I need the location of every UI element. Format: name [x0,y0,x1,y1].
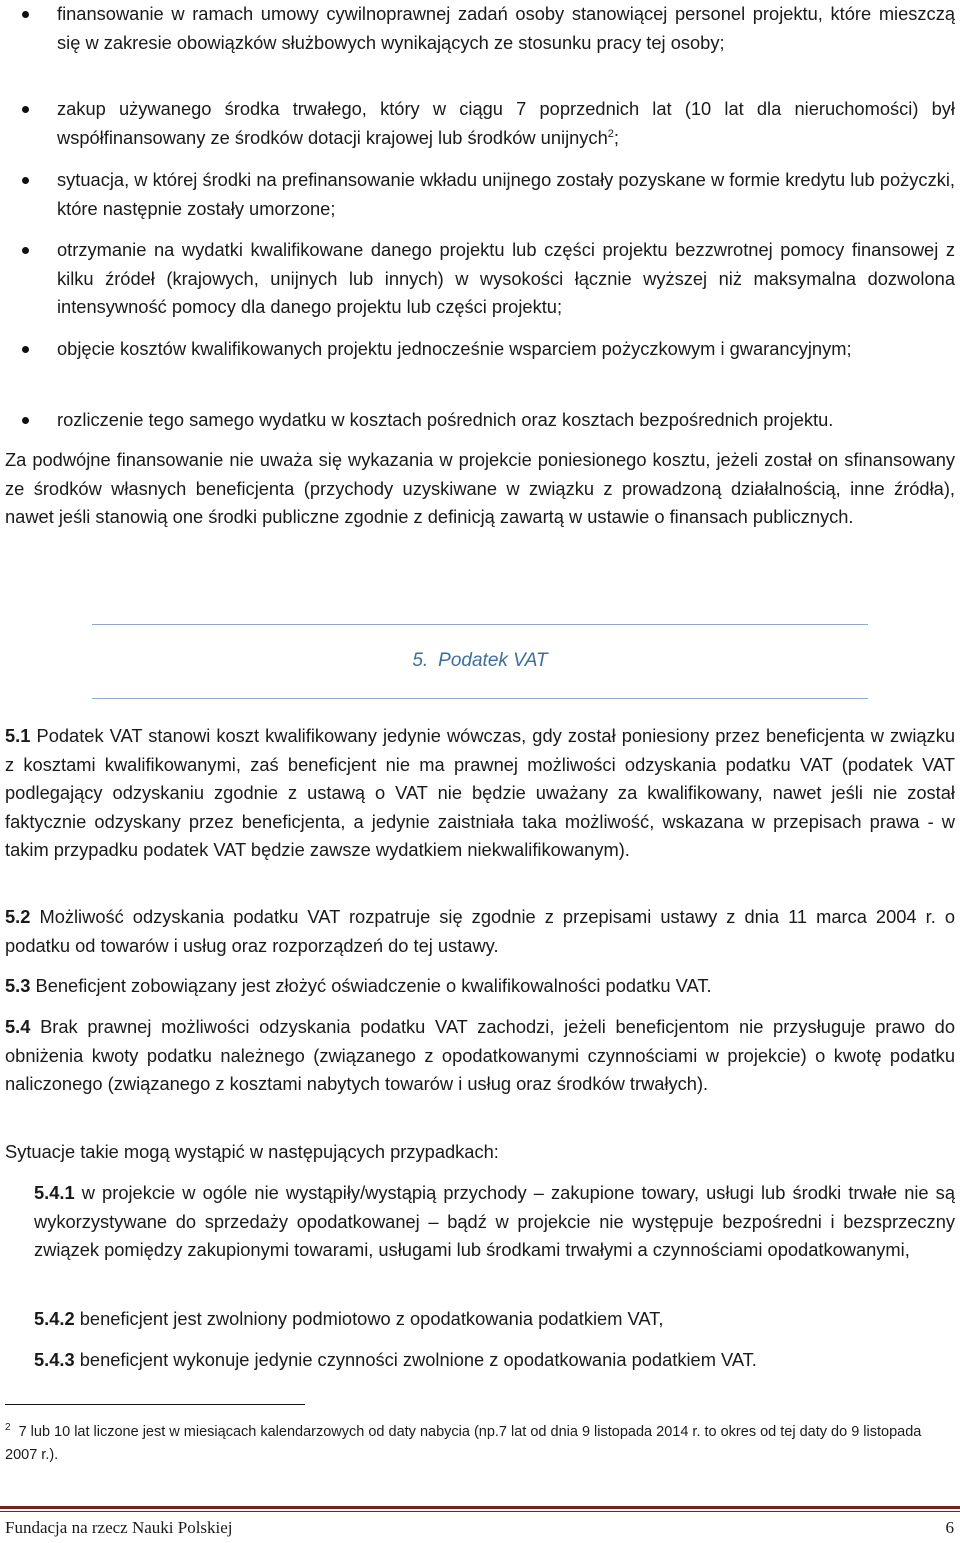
footer-rule-thin [0,1511,960,1512]
bullet-icon [22,177,29,184]
footnote-ref[interactable]: 2 [607,127,614,140]
bullet-icon [22,11,29,18]
list-item-text: otrzymanie na wydatki kwalifikowane danego projektu lub części projektu bezzwrotnej pomocy finansowej z kilku źródeł (krajowych, unijnych lub innych) w wysokości łącznie wyższej niż maksymalna dozwolona intensywność pomocy dla danego projektu lub części projektu; [57,239,955,317]
bullet-icon [22,247,29,254]
heading-rule-top [92,624,868,625]
situations-intro: Sytuacje takie mogą wystąpić w następujących przypadkach: [5,1141,499,1162]
list-item-text: sytuacja, w której środki na prefinansowanie wkładu unijnego zostały pozyskane w formie kredytu lub pożyczki, które następnie zostały umorzone; [57,169,955,219]
list-item-text: objęcie kosztów kwalifikowanych projektu jednocześnie wsparciem pożyczkowym i gwarancyjnym; [57,338,852,359]
footnote-separator [5,1404,305,1405]
page-number: 6 [945,1518,954,1537]
bullet-icon [22,346,29,353]
footnote-mark: 2 [5,1422,11,1433]
bullet-icon [22,106,29,113]
subpoint-5-4-1: 5.4.1 w projekcie w ogóle nie wystąpiły/wystąpią przychody – zakupione towary, usługi lub środki trwałe nie są wykorzystywane do sprzedaży opodatkowanej – bądź w projekcie nie występuje bezpośredni i bezsprzeczny związek pomiędzy zakupionymi towarami, usługami lub środkami trwałymi a czynnościami opodatkowanymi, [34,1182,955,1260]
footnote-text: 7 lub 10 lat liczone jest w miesiącach kalendarzowych od daty nabycia (np.7 lat od dnia 9 listopada 2014 r. to okres od tej daty do 9 listopada 2007 r.). [5,1423,922,1463]
list-item-text: rozliczenie tego samego wydatku w kosztach pośrednich oraz kosztach bezpośrednich projektu. [57,409,834,430]
list-item-text: zakup używanego środka trwałego, który w ciągu 7 poprzednich lat (10 lat dla nieruchomości) był współfinansowany ze środków dotacji krajowej lub środków unijnych$^2$; [57,98,955,148]
list-item-text: finansowanie w ramach umowy cywilnoprawnej zadań osoby stanowiącej personel projektu, które mieszczą się w zakresie obowiązków służbowych wynikających ze stosunku pracy tej osoby; [57,3,955,53]
footer-organization: Fundacja na rzecz Nauki Polskiej [5,1518,233,1537]
footer-rule-thick [0,1506,960,1509]
point-5-2: 5.2 Możliwość odzyskania podatku VAT rozpatruje się zgodnie z przepisami ustawy z dnia 11 marca 2004 r. o podatku od towarów i usług oraz rozporządzeń do tej ustawy. [5,906,955,956]
section-heading [0,648,960,674]
bullet-icon [22,417,29,424]
point-5-1: 5.1 Podatek VAT stanowi koszt kwalifikowany jedynie wówczas, gdy został poniesiony przez beneficjenta w związku z kosztami kwalifikowanymi, zaś beneficjent nie ma prawnej możliwości odzyskania podatku VAT (podatek VAT podlegający odzyskaniu zgodnie z ustawą o VAT nie będzie uważany za kwalifikowany, nawet jeśli nie został faktycznie odzyskany przez beneficjenta, a jedynie zaistniała taka możliwość, wskazana w przepisach prawa - w takim przypadku podatek VAT będzie zawsze wydatkiem niekwalifikowanym). [5,725,955,860]
section-title: Podatek VAT [438,650,548,671]
point-5-4: 5.4 Brak prawnej możliwości odzyskania podatku VAT zachodzi, jeżeli beneficjentom nie przysługuje prawo do obniżenia kwoty podatku należnego (związanego z opodatkowanymi czynnościami w projekcie) o kwotę podatku naliczonego (związanego z kosztami nabytych towarów i usług oraz środków trwałych). [5,1016,955,1094]
point-5-3: 5.3 Beneficjent zobowiązany jest złożyć oświadczenie o kwalifikowalności podatku VAT. [5,975,712,996]
section-number: 5. [412,650,429,671]
heading-rule-bottom [92,698,868,699]
footnote [5,1416,955,1467]
subpoint-5-4-3: 5.4.3 beneficjent wykonuje jedynie czynności zwolnione z opodatkowania podatkiem VAT. [34,1349,757,1370]
subpoint-5-4-2: 5.4.2 beneficjent jest zwolniony podmiotowo z opodatkowania podatkiem VAT, [34,1308,664,1329]
paragraph-double-financing: Za podwójne finansowanie nie uważa się wykazania w projekcie poniesionego kosztu, jeżeli został on sfinansowany ze środków własnych beneficjenta (przychody uzyskiwane w związku z prowadzoną działalnością, inne źródła), nawet jeśli stanowią one środki publiczne zgodnie z definicją zawartą w ustawie o finansach publicznych. [5,449,955,527]
